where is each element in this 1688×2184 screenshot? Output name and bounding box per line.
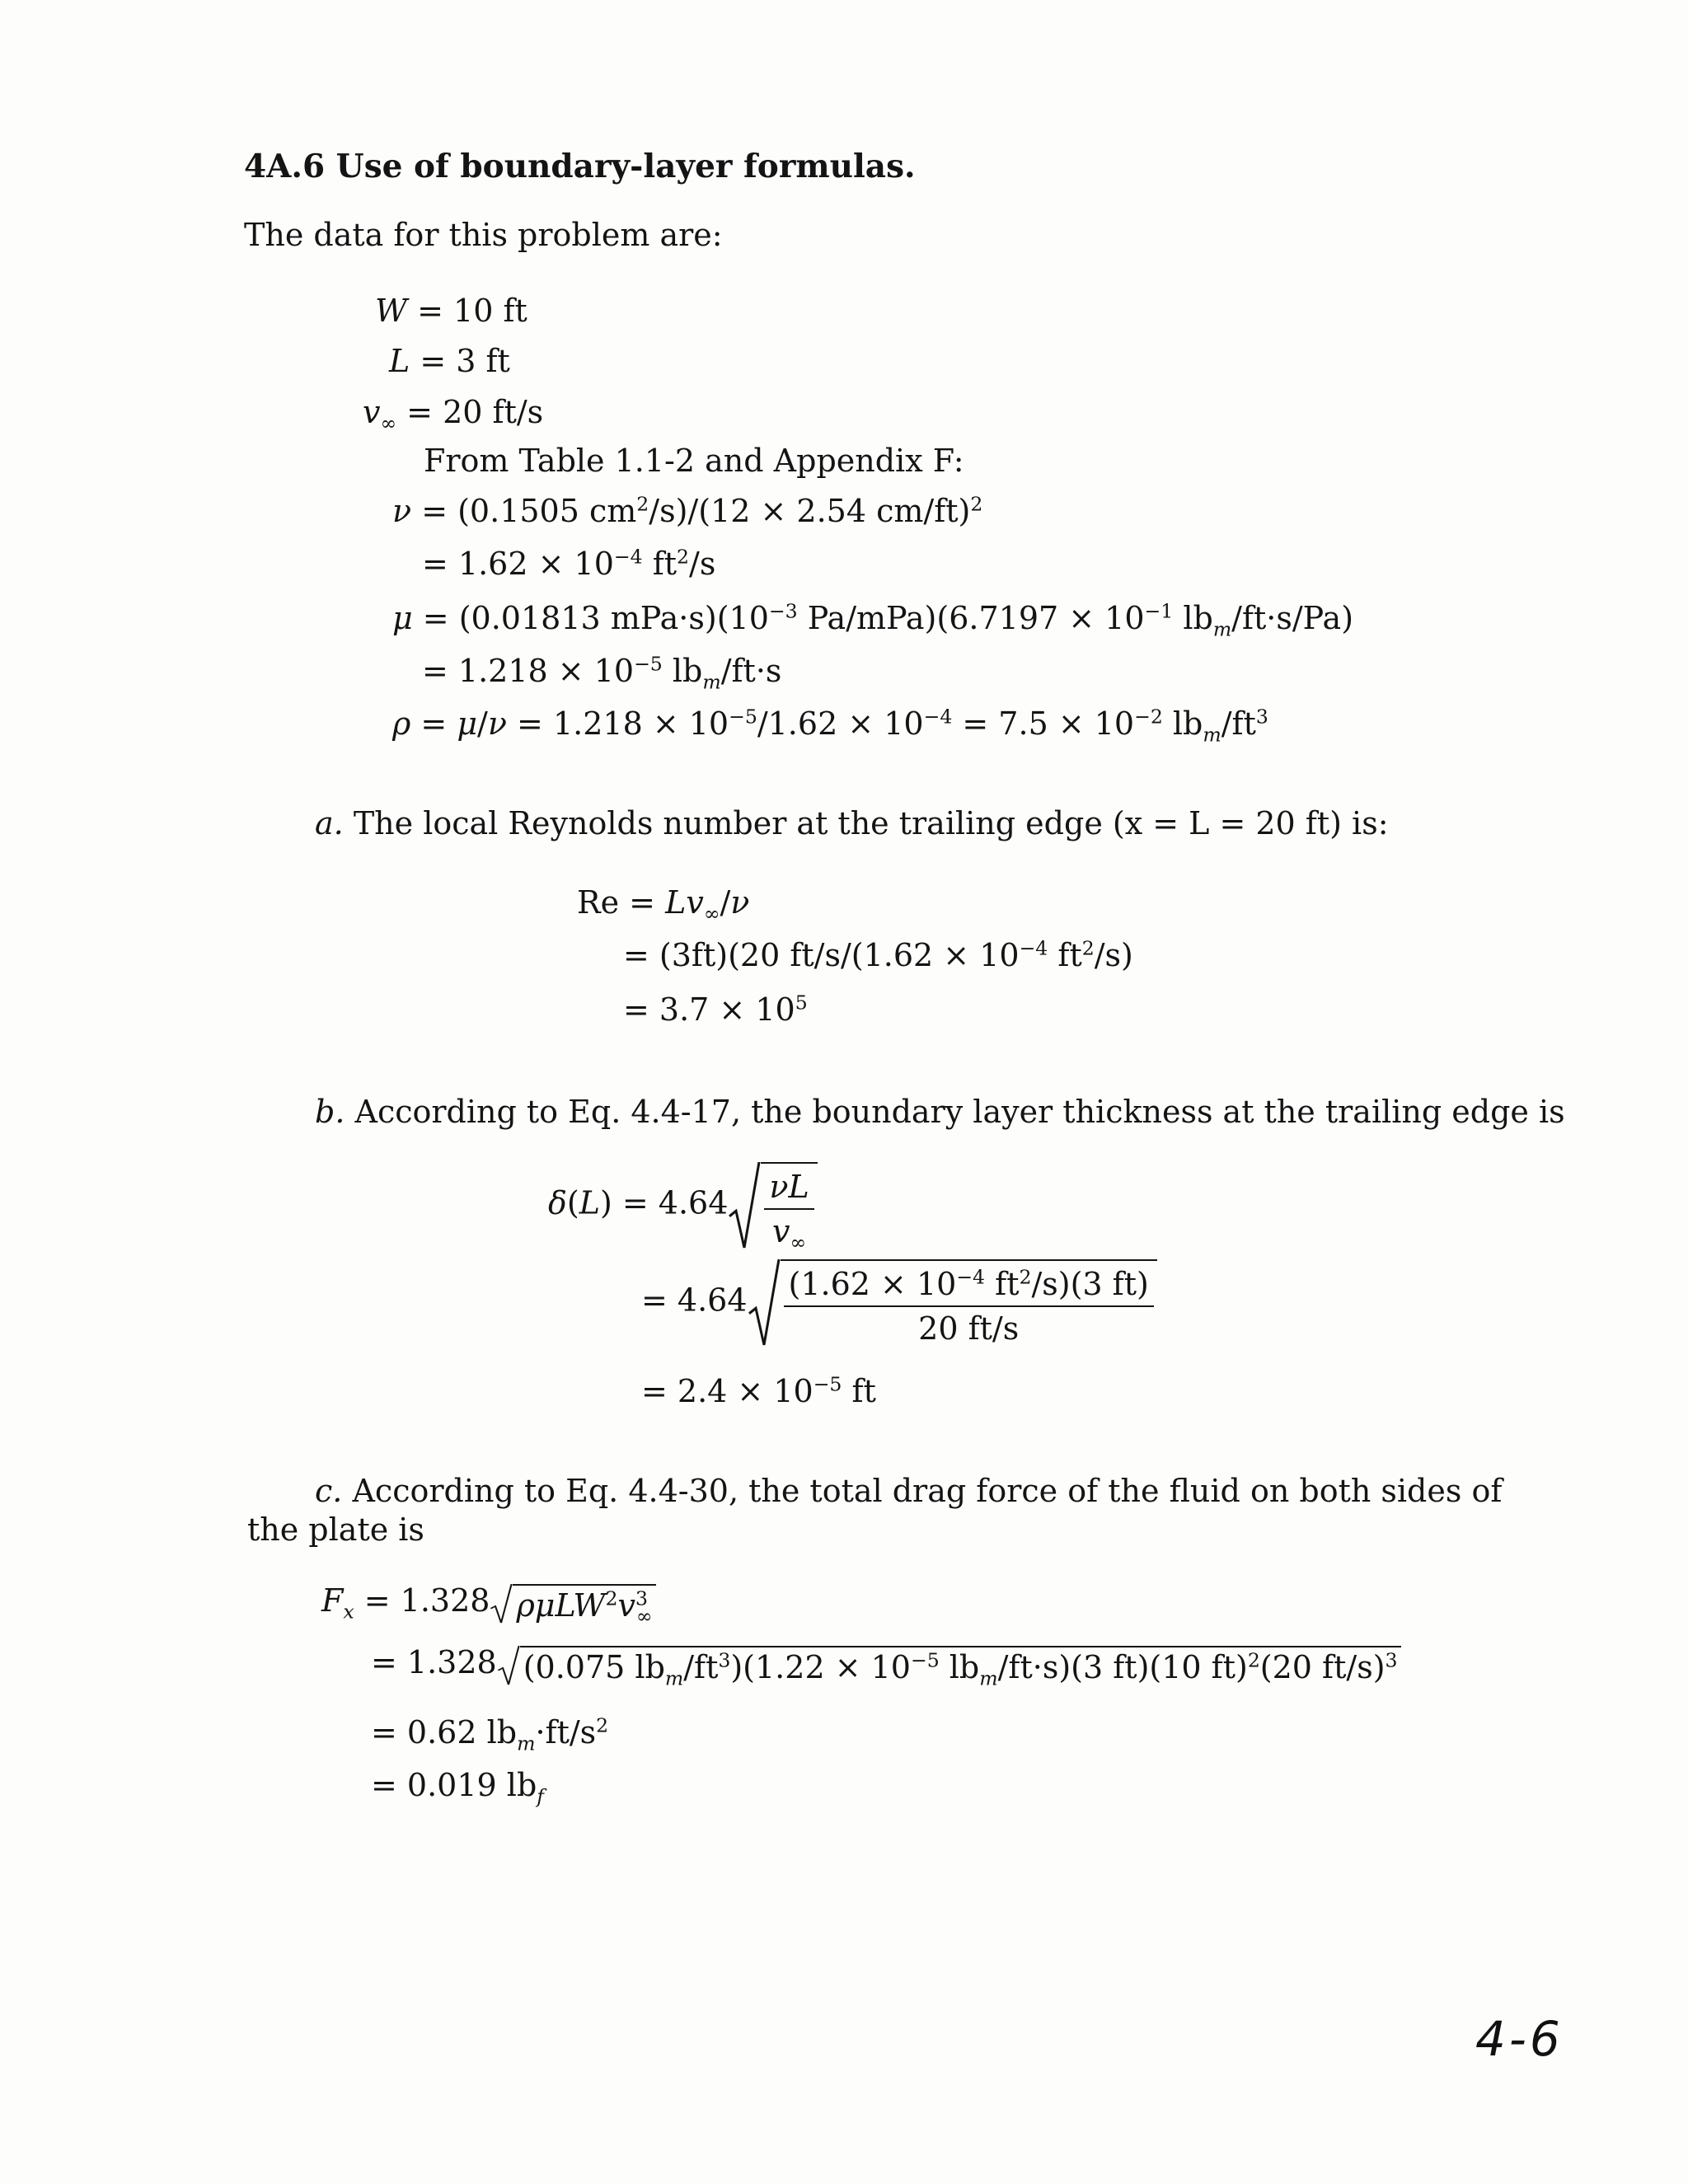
sqrt-symbol: (0.075 $lb_m/ft^3)(1.22 \times 10^{-5}$ $lb_m/ft\cdot s)(3$ ft)(10 ft)$^2$(20 ft/s)$^3$ <box>497 1646 1401 1685</box>
eq-mu-1: μ = (0.01813 $mPa\cdot s)(10^{-3}$ $Pa/mPa)(6.7197 \times 10^{-1}$ $lb_m/ft\cdot s/Pa$) <box>392 599 1354 641</box>
part-a-text: The local Reynolds number at the trailing edge (x = L = 20 ft) is: <box>353 805 1389 841</box>
eq-rho: $\rho = \mu/\nu = 1.218 \times 10^{-5}/1.62 \times 10^{-4} = 7.5 \times 10^{-2}$ $lb_m/ft^3$ <box>392 705 1268 747</box>
sqrt-symbol: $\frac{(1.62 \times 10^{-4} ft^2/s)(3 ft)}{20 ft/s}$ <box>748 1259 1157 1347</box>
part-c-text-line1: According to Eq. 4.4-30, the total drag force of the fluid on both sides of <box>352 1473 1503 1509</box>
page-number: 4-6 <box>1475 2011 1564 2067</box>
eq-re-2: = (3ft)(20 $ft/s/(1.62 \times 10^{-4}$ $ft^2/s$) <box>623 936 1133 973</box>
eq-re-3: = $3.7 \times 10^5$ <box>623 991 808 1028</box>
part-b-label: b. <box>315 1094 345 1130</box>
part-b-statement <box>315 1094 1565 1130</box>
section-heading: 4A.6 Use of boundary-layer formulas. <box>244 148 916 185</box>
sqrt-symbol: $\frac{\nu L}{v_\infty}$ <box>728 1162 817 1249</box>
part-c-text-line2: the plate is <box>247 1511 424 1548</box>
part-b-text: According to Eq. 4.4-17, the boundary layer thickness at the trailing edge is <box>354 1094 1565 1130</box>
eq-delta-3: = $2.4 \times 10^{-5}$ ft <box>641 1372 876 1409</box>
eq-fx-1: $F_x = 1.328$ $\rho\mu LW^2v^3_\infty$ <box>321 1582 656 1624</box>
eq-nu-1: ν = (0.1505 $cm^2/s)/(12 \times 2.54$ cm/ft)$^2$ <box>392 492 983 529</box>
part-a-statement <box>315 805 1389 841</box>
eq-L: L = 3 ft <box>389 343 510 379</box>
eq-re-1: $Re = Lv_\infty/\nu$ <box>577 884 750 926</box>
eq-nu-2: = $1.62 \times 10^{-4}$ $ft^2/s$ <box>422 545 716 582</box>
eq-delta-1: δ(L) = 4.64 $\frac{\nu L}{v_\infty}$ <box>548 1162 818 1249</box>
part-c-statement <box>315 1475 1502 1507</box>
eq-delta-2: = 4.64 $\frac{(1.62 \times 10^{-4} ft^2/s)(3 ft)}{20 ft/s}$ <box>641 1259 1157 1347</box>
part-a-label: a. <box>315 805 344 841</box>
part-c-label: c. <box>315 1473 343 1509</box>
eq-v-inf: $v_\infty = 20$ ft/s <box>363 394 544 435</box>
eq-fx-4: = 0.019 $lb_f$ <box>371 1767 544 1808</box>
data-source-note: From Table 1.1-2 and Appendix F: <box>424 443 964 479</box>
eq-W: W = 10 ft <box>375 293 528 329</box>
eq-fx-3: = 0.62 $lb_m\cdot ft/s^2$ <box>371 1713 609 1755</box>
intro-text: The data for this problem are: <box>244 217 723 253</box>
sqrt-symbol: $\rho\mu LW^2v^3_\infty$ <box>490 1584 655 1624</box>
eq-mu-2: = $1.218 \times 10^{-5}$ $lb_m/ft\cdot s$ <box>422 652 782 694</box>
eq-fx-2: = 1.328 (0.075 $lb_m/ft^3)(1.22 \times 10^{-5}$ $lb_m/ft\cdot s)(3$ ft)(10 ft)$^2$(20 ft/s)$^3$ <box>371 1644 1401 1685</box>
